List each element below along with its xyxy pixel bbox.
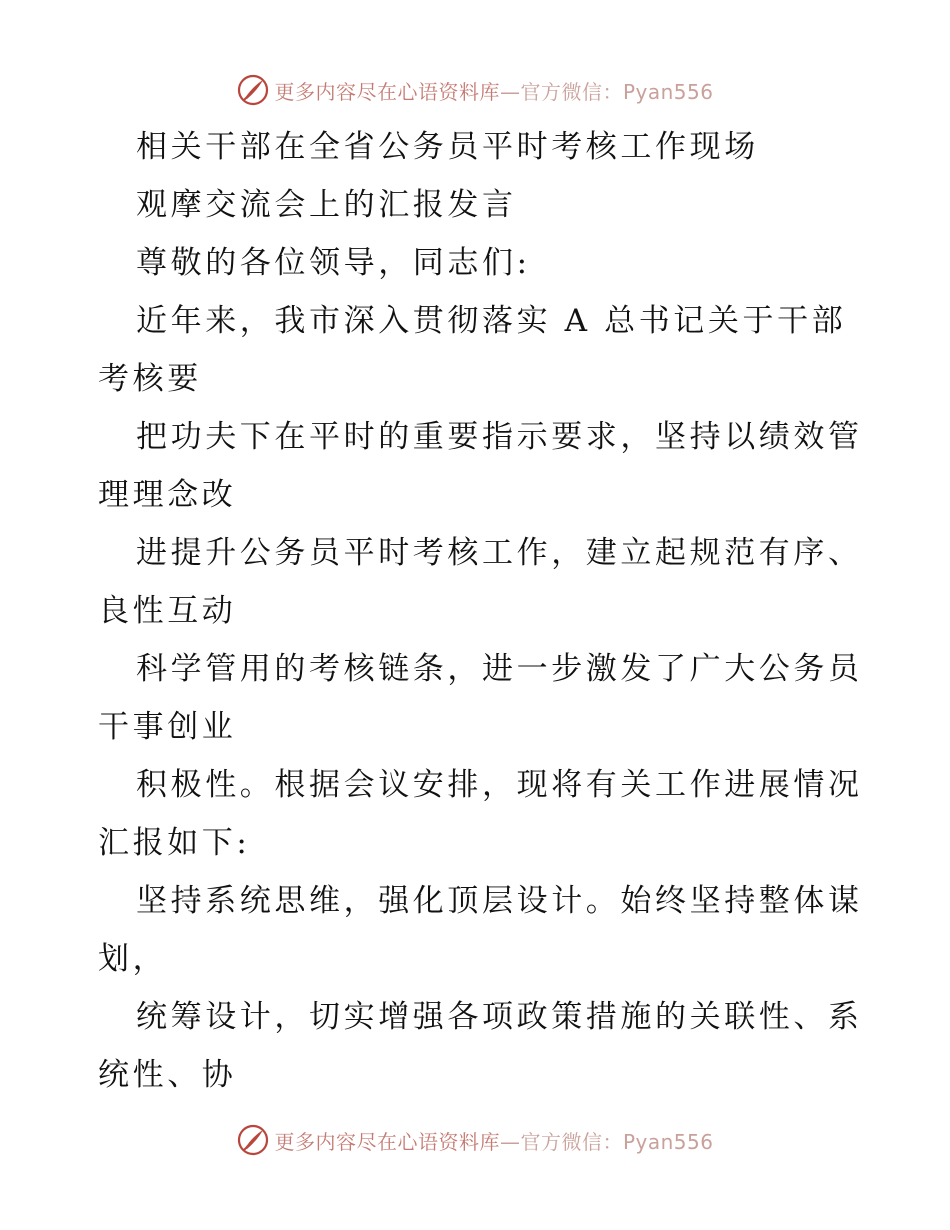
- body-line: 干事创业: [98, 709, 237, 745]
- body-line: 科学管用的考核链条，进一步激发了广大公务员: [136, 651, 863, 687]
- body-line: 尊敬的各位领导，同志们:: [136, 245, 531, 281]
- footer-banner-tail: —官方微信：Pyan556: [499, 1129, 714, 1154]
- body-line: 理理念改: [98, 477, 237, 513]
- header-banner-main: 更多内容尽在心语资料库: [274, 79, 500, 104]
- header-banner-tail: —官方微信：Pyan556: [499, 79, 714, 104]
- header-banner: [0, 70, 950, 110]
- body-line: 汇报如下:: [98, 825, 251, 861]
- body-line: 划，: [98, 941, 168, 977]
- body-line: 统性、协: [98, 1057, 237, 1093]
- body-line: 观摩交流会上的汇报发言: [136, 187, 517, 223]
- body-line: 进提升公务员平时考核工作，建立起规范有序、: [136, 535, 863, 571]
- body-line: 坚持系统思维，强化顶层设计。始终坚持整体谋: [136, 883, 863, 919]
- header-banner-text: [274, 76, 713, 105]
- body-line: 考核要: [98, 361, 202, 397]
- body-line: 积极性。根据会议安排，现将有关工作进展情况: [136, 767, 863, 803]
- body-line: 相关干部在全省公务员平时考核工作现场: [136, 129, 759, 165]
- body-line: 把功夫下在平时的重要指示要求，坚持以绩效管: [136, 419, 863, 455]
- quill-pen-logo-icon: [236, 1123, 270, 1157]
- body-line: 统筹设计，切实增强各项政策措施的关联性、系: [136, 999, 863, 1035]
- body-line: 近年来，我市深入贯彻落实 A 总书记关于干部: [136, 303, 847, 339]
- footer-banner-text: [274, 1126, 713, 1155]
- quill-pen-logo-icon: [236, 73, 270, 107]
- body-line: 良性互动: [98, 593, 237, 629]
- footer-banner-main: 更多内容尽在心语资料库: [274, 1129, 500, 1154]
- footer-banner: [0, 1120, 950, 1160]
